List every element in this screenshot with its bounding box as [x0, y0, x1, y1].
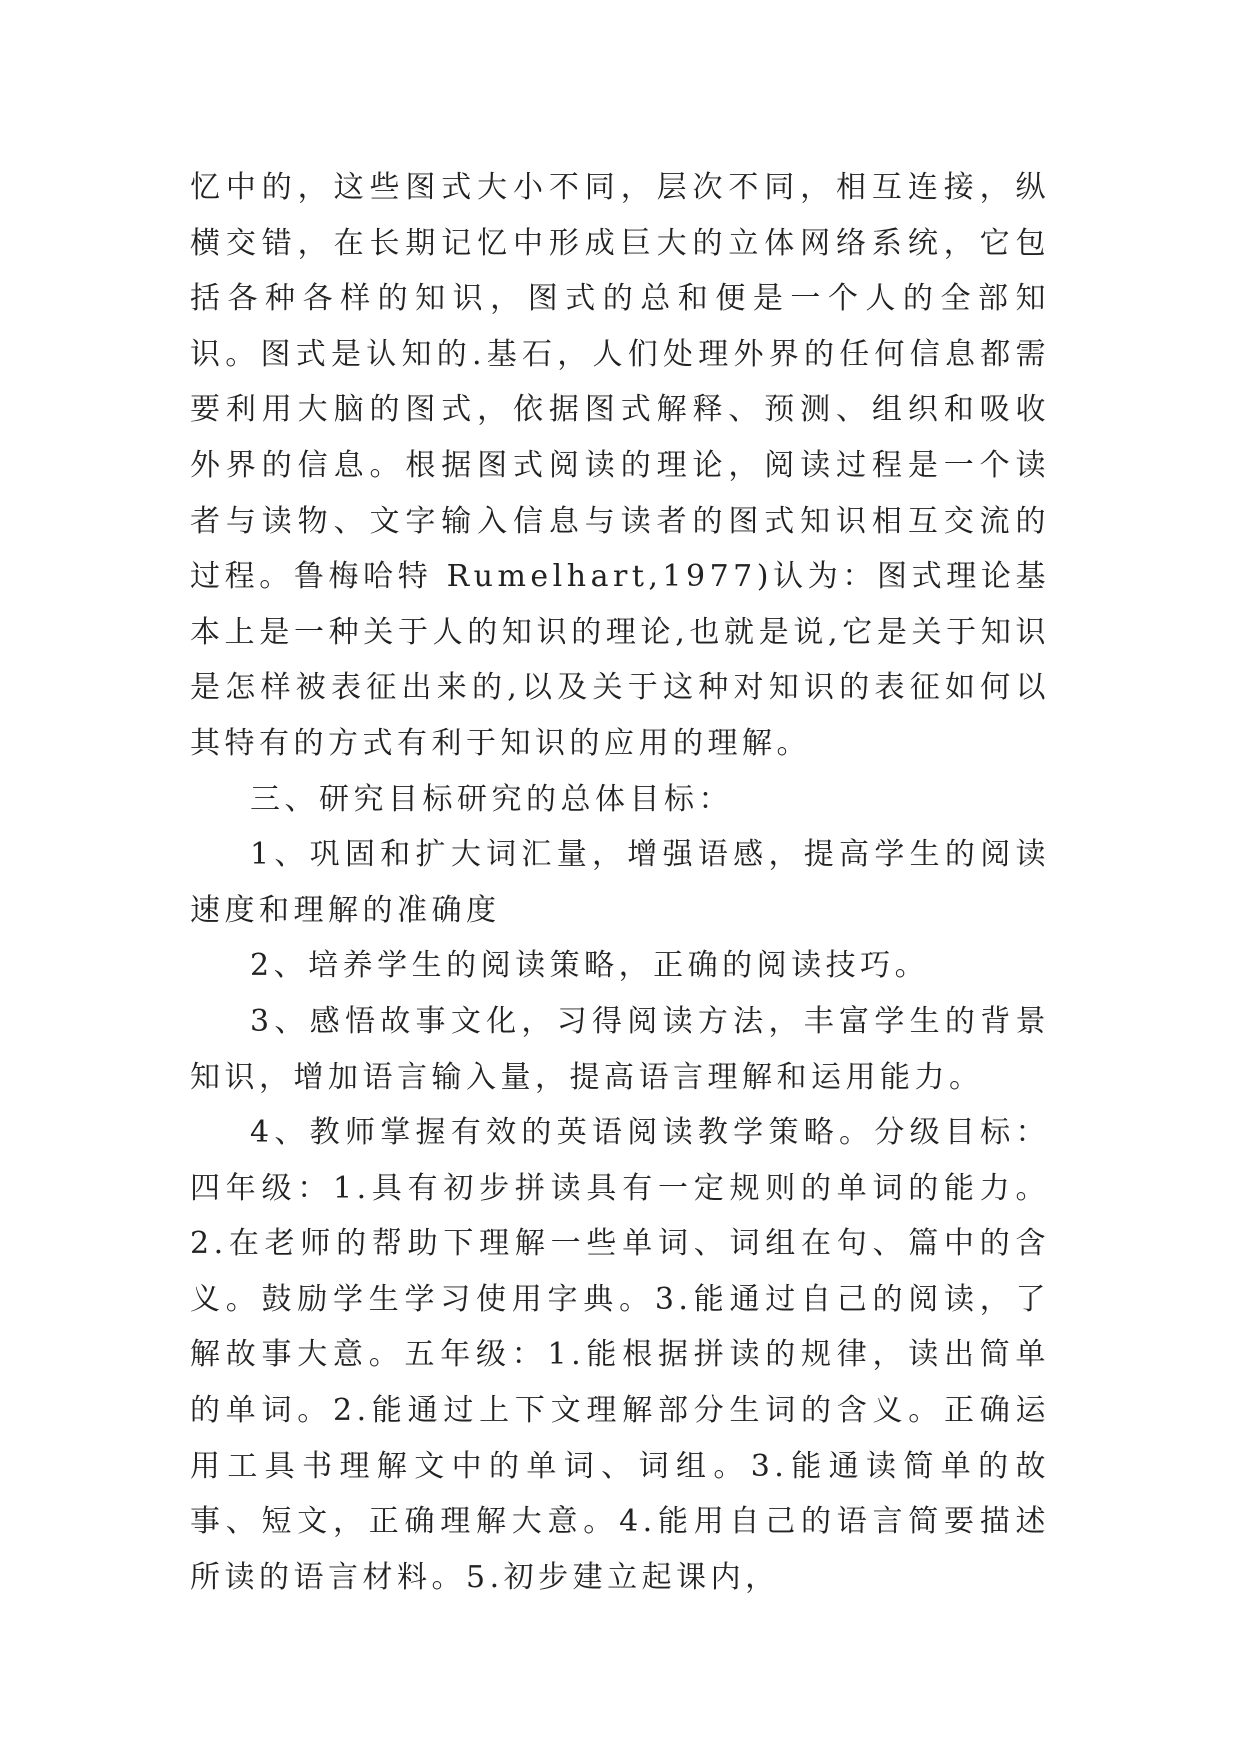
paragraph-goal-2: 2、培养学生的阅读策略，正确的阅读技巧。: [250, 948, 930, 984]
body-text: [190, 160, 1050, 1605]
paragraph-schema-theory: 忆中的，这些图式大小不同，层次不同，相互连接，纵横交错，在长期记忆中形成巨大的立体网络系统，它包括各种各样的知识，图式的总和便是一个人的全部知识。图式是认知的.基石，人们处理外界的任何信息都需要利用大脑的图式，依据图式解释、预测、组织和吸收外界的信息。根据图式阅读的理论，阅读过程是一个读者与读物、文字输入信息与读者的图式知识相互交流的过程。鲁梅哈特 Rumelhart,1977)认为：图式理论基本上是一种关于人的知识的理论,也就是说,它是关于知识是怎样被表征出来的,以及关于这种对知识的表征如何以其特有的方式有利于知识的应用的理解。: [190, 170, 1050, 761]
paragraph-research-goals-heading: 三、研究目标研究的总体目标：: [250, 781, 733, 817]
paragraph-goal-3: 3、感悟故事文化，习得阅读方法，丰富学生的背景知识，增加语言输入量，提高语言理解和运用能力。: [190, 1003, 1050, 1095]
paragraph-goal-1: 1、巩固和扩大词汇量，增强语感，提高学生的阅读速度和理解的准确度: [190, 837, 1050, 928]
paragraph-goal-4: 4、教师掌握有效的英语阅读教学策略。分级目标：四年级：1.具有初步拼读具有一定规则的单词的能力。2.在老师的帮助下理解一些单词、词组在句、篇中的含义。鼓励学生学习使用字典。3.能通过自己的阅读，了解故事大意。五年级：1.能根据拼读的规律，读出简单的单词。2.能通过上下文理解部分生词的含义。正确运用工具书理解文中的单词、词组。3.能通读简单的故事、短文，正确理解大意。4.能用自己的语言简要描述所读的语言材料。5.初步建立起课内，: [190, 1115, 1050, 1595]
